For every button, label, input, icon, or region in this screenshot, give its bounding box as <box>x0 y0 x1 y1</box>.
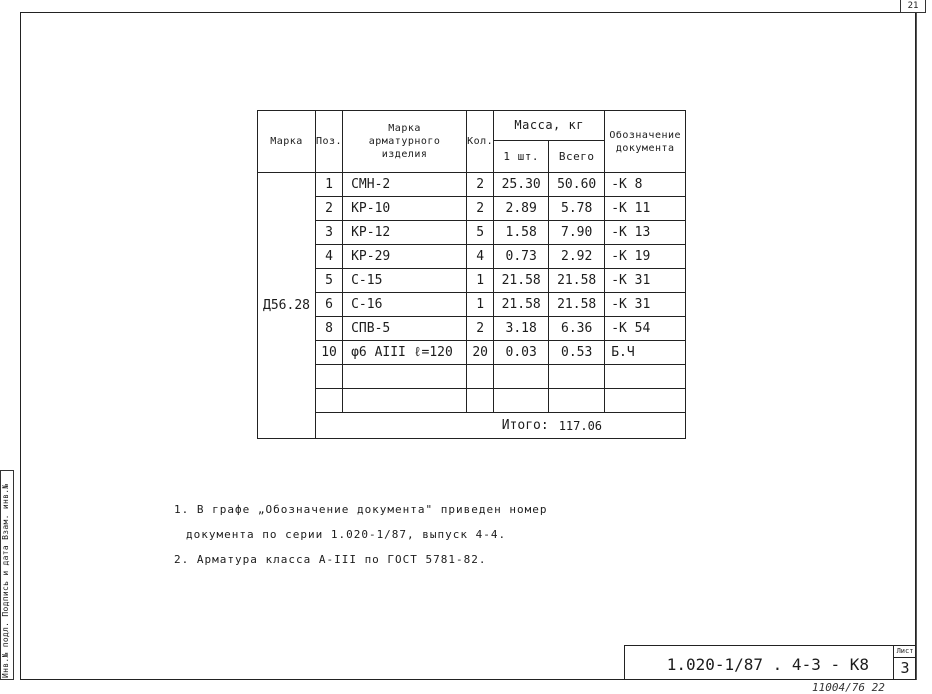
cell-poz <box>316 365 343 389</box>
cell-massa-1: 2.89 <box>494 197 549 221</box>
cell-poz: 2 <box>316 197 343 221</box>
table-row <box>258 197 686 221</box>
sheet-number: 3 <box>900 659 910 677</box>
table-row <box>258 341 686 365</box>
table-row <box>258 365 686 389</box>
cell-poz: 5 <box>316 269 343 293</box>
total-blank <box>316 413 494 439</box>
header-izdelie-line-3: изделия <box>381 149 428 160</box>
specification-table <box>257 110 686 439</box>
total-value: 117.06 <box>549 413 686 439</box>
corner-sheet-number: 21 <box>900 0 926 13</box>
cell-massa-1 <box>494 365 549 389</box>
cell-izdelie: КР-12 <box>343 221 467 245</box>
cell-poz: 3 <box>316 221 343 245</box>
cell-doc <box>605 365 686 389</box>
header-marka: Марка <box>258 111 316 173</box>
title-block <box>624 645 916 680</box>
inventory-number: 11004/76 22 <box>812 681 885 694</box>
cell-massa-1 <box>494 389 549 413</box>
cell-massa-all: 21.58 <box>549 293 605 317</box>
document-code: 1.020-1/87 . 4-3 - К8 <box>666 655 869 674</box>
cell-izdelie: КР-10 <box>343 197 467 221</box>
marka-value: Д56.28 <box>258 173 316 439</box>
cell-poz: 10 <box>316 341 343 365</box>
cell-kol: 1 <box>467 269 494 293</box>
header-izdelie-line-1: Марка <box>388 123 421 134</box>
header-massa-all: Всего <box>549 141 605 173</box>
specification-body <box>258 173 686 439</box>
cell-izdelie: С-16 <box>343 293 467 317</box>
cell-kol: 1 <box>467 293 494 317</box>
table-row <box>258 293 686 317</box>
notes <box>174 497 548 572</box>
note-2: 2. Арматура класса А-III по ГОСТ 5781-82. <box>174 553 487 566</box>
header-izdelie-line-2: арматурного <box>368 136 441 147</box>
cell-doc: -К 54 <box>605 317 686 341</box>
cell-izdelie <box>343 365 467 389</box>
sheet-box <box>893 646 916 680</box>
table-row <box>258 317 686 341</box>
cell-doc: -К 11 <box>605 197 686 221</box>
cell-massa-1: 21.58 <box>494 269 549 293</box>
cell-kol: 4 <box>467 245 494 269</box>
cell-massa-all: 50.60 <box>549 173 605 197</box>
cell-massa-1: 1.58 <box>494 221 549 245</box>
header-poz: Поз. <box>316 111 343 173</box>
cell-kol: 20 <box>467 341 494 365</box>
cell-massa-1: 25.30 <box>494 173 549 197</box>
cell-doc: -К 13 <box>605 221 686 245</box>
cell-massa-1: 0.03 <box>494 341 549 365</box>
cell-massa-all: 0.53 <box>549 341 605 365</box>
cell-izdelie: С-15 <box>343 269 467 293</box>
table-row <box>258 173 686 197</box>
cell-poz: 4 <box>316 245 343 269</box>
cell-massa-all: 5.78 <box>549 197 605 221</box>
cell-izdelie: СМН-2 <box>343 173 467 197</box>
cell-kol <box>467 365 494 389</box>
table-row <box>258 221 686 245</box>
cell-kol: 5 <box>467 221 494 245</box>
cell-massa-all: 7.90 <box>549 221 605 245</box>
cell-massa-all: 21.58 <box>549 269 605 293</box>
cell-kol <box>467 389 494 413</box>
cell-poz: 8 <box>316 317 343 341</box>
cell-kol: 2 <box>467 197 494 221</box>
cell-doc <box>605 389 686 413</box>
cell-massa-all <box>549 365 605 389</box>
table-row <box>258 245 686 269</box>
cell-massa-1: 21.58 <box>494 293 549 317</box>
cell-izdelie <box>343 389 467 413</box>
header-massa-1: 1 шт. <box>494 141 549 173</box>
header-massa: Масса, кг <box>494 111 605 141</box>
cell-izdelie: φ6 АIII ℓ=120 <box>343 341 467 365</box>
cell-doc: -К 31 <box>605 293 686 317</box>
note-1: 1. В графе „Обозначение документа" приведен номер <box>174 503 548 516</box>
cell-poz: 1 <box>316 173 343 197</box>
cell-kol: 2 <box>467 317 494 341</box>
sheet-label: Лист <box>894 646 916 658</box>
header-doc-line-1: Обозначение <box>609 129 682 141</box>
note-1-cont: документа по серии 1.020-1/87, выпуск 4-4. <box>186 528 507 541</box>
cell-massa-1: 3.18 <box>494 317 549 341</box>
cell-massa-all <box>549 389 605 413</box>
left-stamp-text: Инв.№ подл. Подпись и дата Взам. инв.№ <box>1 483 10 678</box>
cell-massa-all: 6.36 <box>549 317 605 341</box>
table-row <box>258 269 686 293</box>
total-row <box>258 413 686 439</box>
cell-doc: -К 31 <box>605 269 686 293</box>
frame-edge <box>916 12 917 680</box>
cell-massa-all: 2.92 <box>549 245 605 269</box>
cell-kol: 2 <box>467 173 494 197</box>
header-izdelie <box>343 111 467 173</box>
header-doc-line-2: документа <box>615 142 675 154</box>
cell-doc: -К 19 <box>605 245 686 269</box>
cell-massa-1: 0.73 <box>494 245 549 269</box>
header-kol: Кол. <box>467 111 494 173</box>
table-row <box>258 389 686 413</box>
cell-izdelie: СПВ-5 <box>343 317 467 341</box>
cell-izdelie: КР-29 <box>343 245 467 269</box>
total-label: Итого: <box>494 413 549 439</box>
cell-doc: Б.Ч <box>605 341 686 365</box>
cell-poz <box>316 389 343 413</box>
cell-doc: -К 8 <box>605 173 686 197</box>
header-doc <box>605 111 686 173</box>
cell-poz: 6 <box>316 293 343 317</box>
